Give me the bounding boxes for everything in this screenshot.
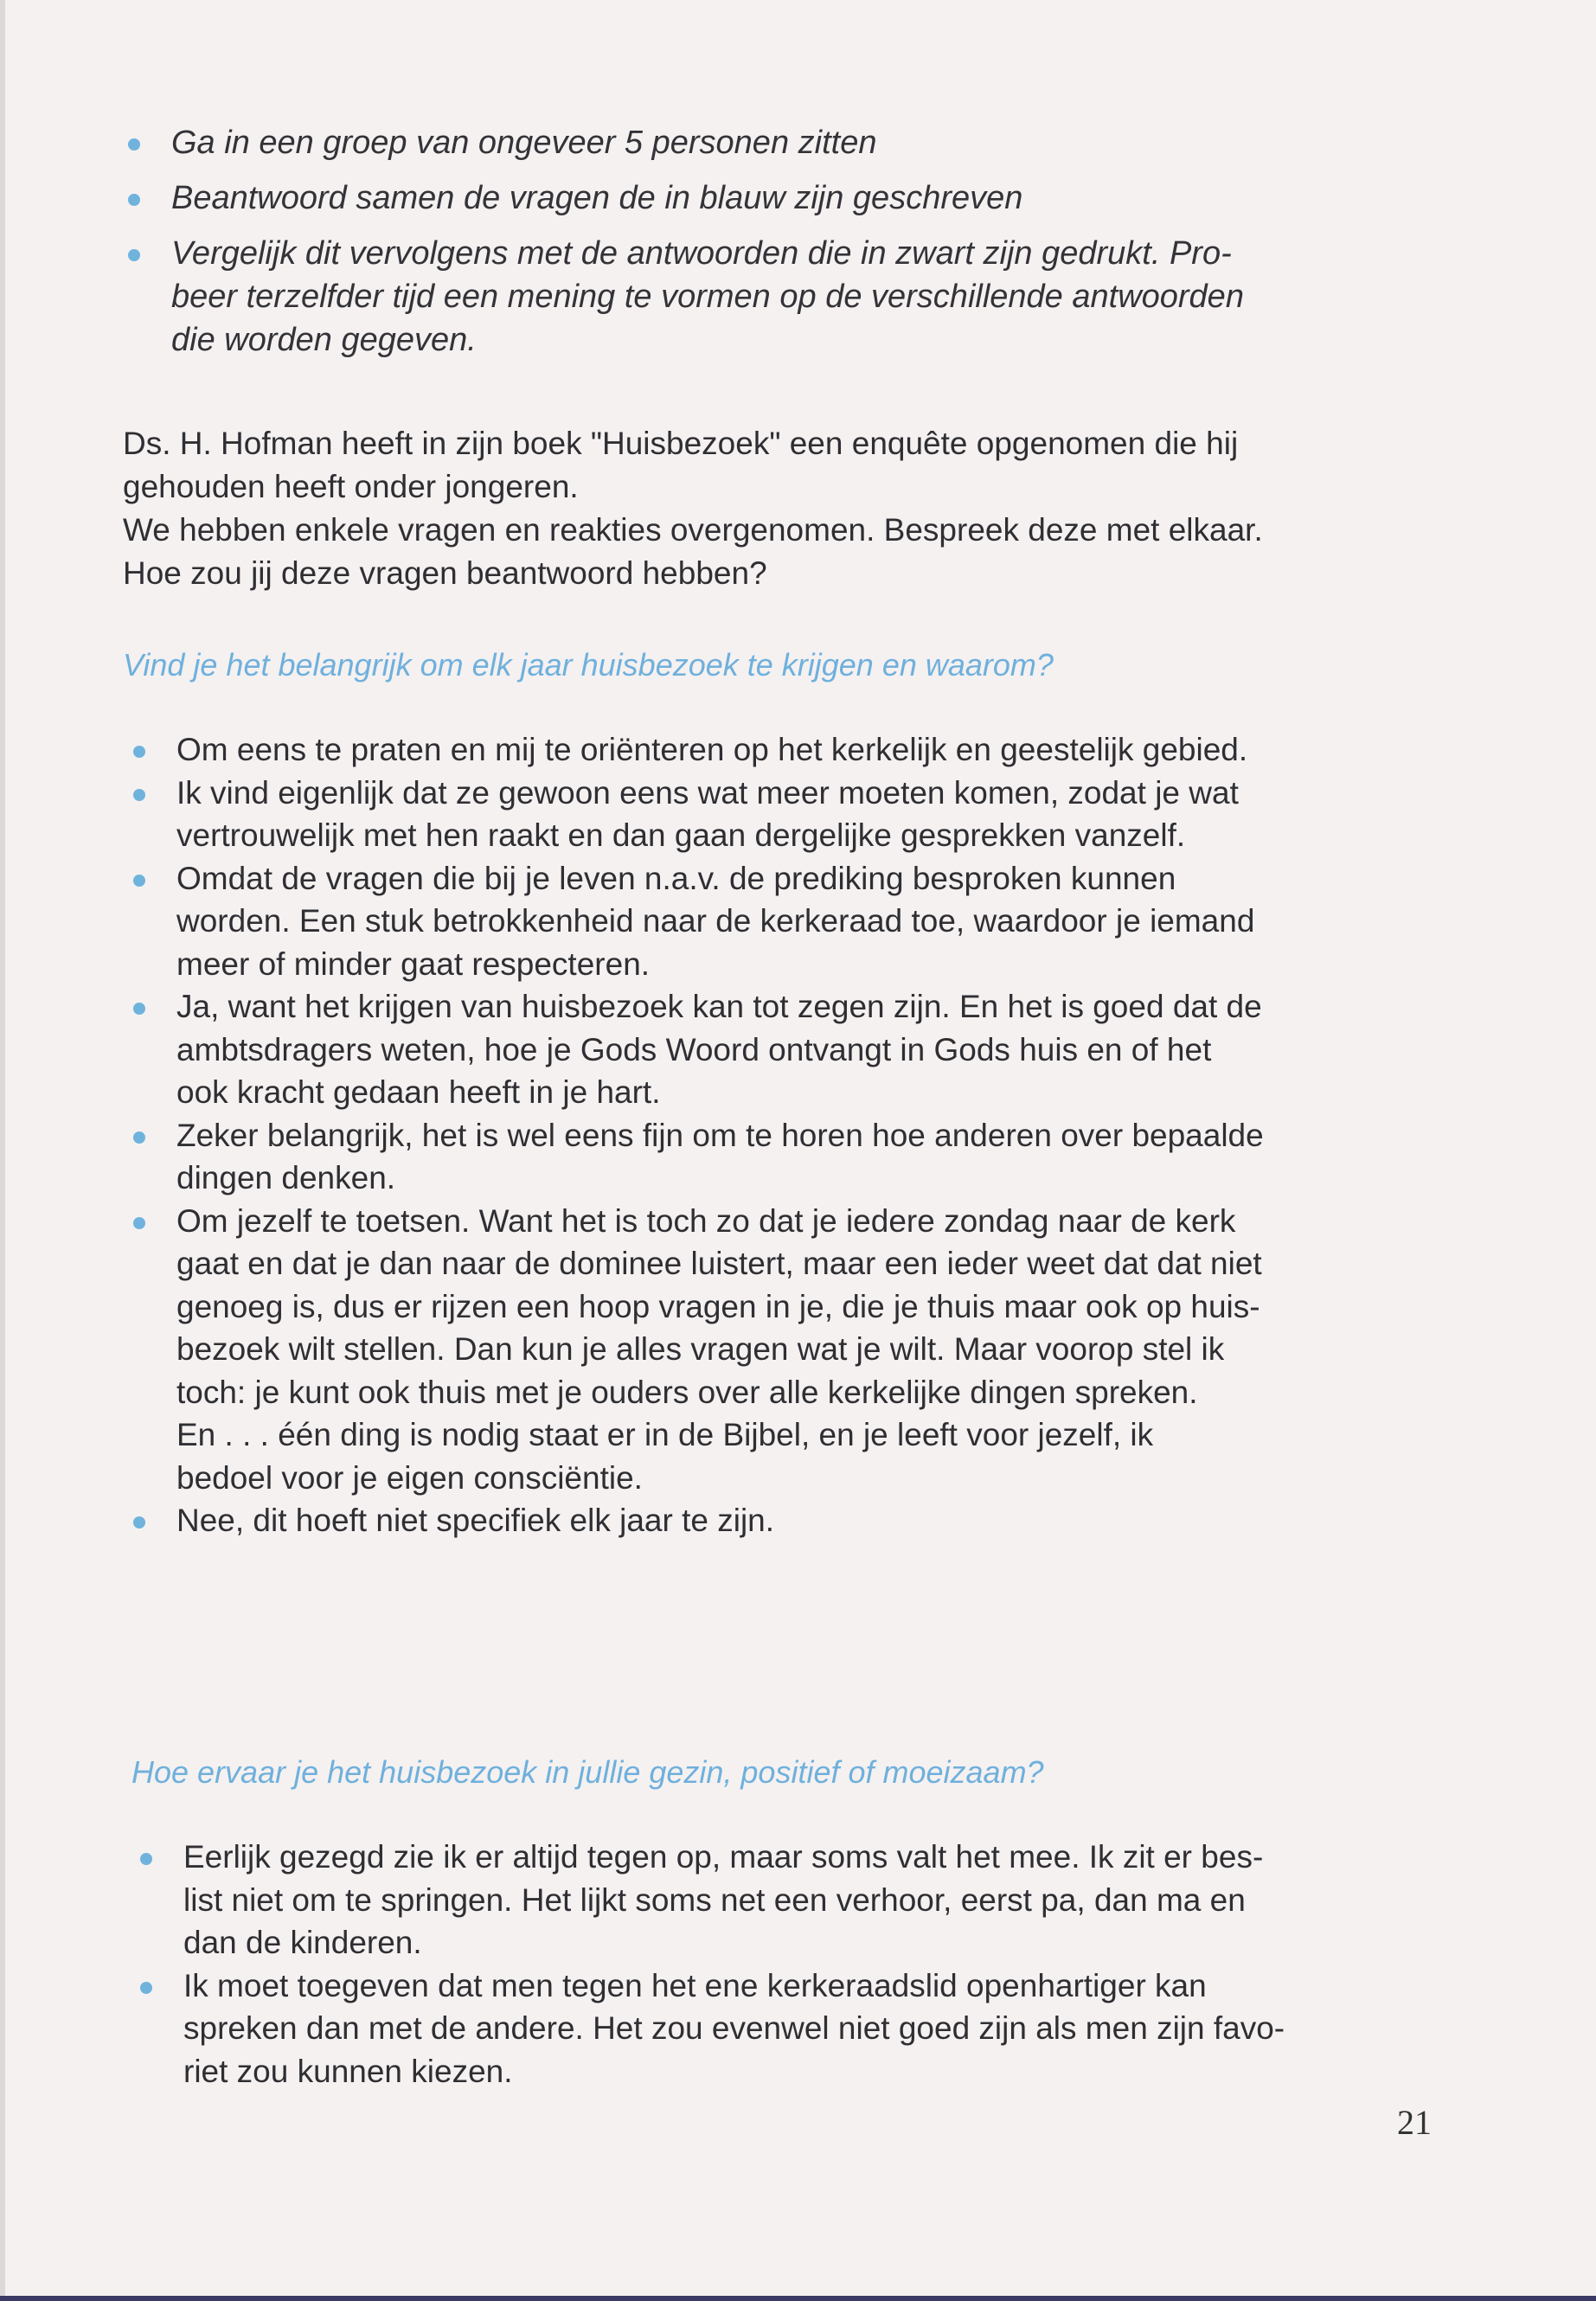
answer-text: Nee, dit hoeft niet specifiek elk jaar te zijn. (176, 1503, 775, 1538)
answers-list (131, 1836, 1477, 2093)
answer-text: Ik moet toegeven dat men tegen het ene kerkeraadslid openhartiger kan spreken dan met de andere. Het zou evenwel niet goed zijn als men zijn favo- riet zou kunnen kiezen. (183, 1967, 1285, 2089)
answer-text: Ja, want het krijgen van huisbezoek kan tot zegen zijn. En het is goed dat de ambtsdragers weten, hoe je Gods Woord ontvangt in Gods huis en of het ook kracht gedaan heeft in je hart. (176, 989, 1262, 1110)
answer-text: Zeker belangrijk, het is wel eens fijn om te horen hoe anderen over bepaalde dingen denken. (176, 1117, 1264, 1195)
answer-text: Eerlijk gezegd zie ik er altijd tegen op, maar soms valt het mee. Ik zit er bes- list niet om te springen. Het lijkt soms net een verhoor, eerst pa, dan ma en dan de kinderen. (183, 1839, 1264, 1960)
answers-list (125, 728, 1474, 1542)
answer-item (125, 728, 1474, 772)
instruction-item (119, 232, 1417, 362)
answer-item (131, 1836, 1477, 1965)
question-heading: Hoe ervaar je het huisbezoek in jullie gezin, positief of moeizaam? (131, 1754, 1044, 1790)
instruction-item (119, 121, 1417, 164)
page-edge-left (0, 0, 5, 2301)
answer-item (125, 1499, 1474, 1542)
answer-text: Om jezelf te toetsen. Want het is toch zo dat je iedere zondag naar de kerk gaat en dat je dan naar de dominee luistert, maar een ieder weet dat dat niet genoeg is, dus er rijzen een hoop vragen in je, die je thuis maar ook op huis- bezoek wilt stellen. Dan kun je alles vragen wat je wilt. Maar voorop stel ik toch: je kunt ook thuis met je ouders over alle kerkelijke dingen spreken. En . . . één ding is nodig staat er in de Bijbel, en je leeft voor jezelf, ik bedoel voor je eigen consciëntie. (176, 1202, 1262, 1496)
instruction-item (119, 176, 1417, 220)
question-heading: Vind je het belangrijk om elk jaar huisbezoek te krijgen en waarom? (123, 647, 1054, 683)
instruction-text: Vergelijk dit vervolgens met de antwoorden die in zwart zijn gedrukt. Pro- beer terzelfder tijd een mening te vormen op de verschillende antwoorden die worden gegeven. (171, 235, 1244, 358)
intro-text (123, 422, 1455, 595)
instruction-text: Ga in een groep van ongeveer 5 personen zitten (171, 125, 877, 161)
answer-item (125, 1114, 1474, 1200)
page-number: 21 (1397, 2103, 1432, 2142)
answer-text: Ik vind eigenlijk dat ze gewoon eens wat meer moeten komen, zodat je wat vertrouwelijk met hen raakt en dan gaan dergelijke gesprekken vanzelf. (176, 774, 1239, 853)
page-edge-bottom (0, 2296, 1596, 2301)
answer-item (125, 985, 1474, 1114)
instruction-text: Beantwoord samen de vragen de in blauw zijn geschreven (171, 180, 1023, 216)
answer-text: Om eens te praten en mij te oriënteren op het kerkelijk en geestelijk gebied. (176, 732, 1248, 767)
answer-item (125, 772, 1474, 857)
intro-paragraph: Ds. H. Hofman heeft in zijn boek "Huisbezoek" een enquête opgenomen die hij gehouden heeft onder jongeren. (123, 426, 1239, 504)
answer-text: Omdat de vragen die bij je leven n.a.v. de prediking besproken kunnen worden. Een stuk betrokkenheid naar de kerkeraad toe, waardoor je iemand meer of minder gaat respecteren. (176, 860, 1255, 982)
intro-paragraph: We hebben enkele vragen en reakties overgenomen. Bespreek deze met elkaar. Hoe zou jij deze vragen beantwoord hebben? (123, 512, 1263, 591)
answer-item (125, 857, 1474, 986)
answer-item (131, 1965, 1477, 2093)
answer-item (125, 1200, 1474, 1500)
instructions-list (119, 121, 1417, 374)
